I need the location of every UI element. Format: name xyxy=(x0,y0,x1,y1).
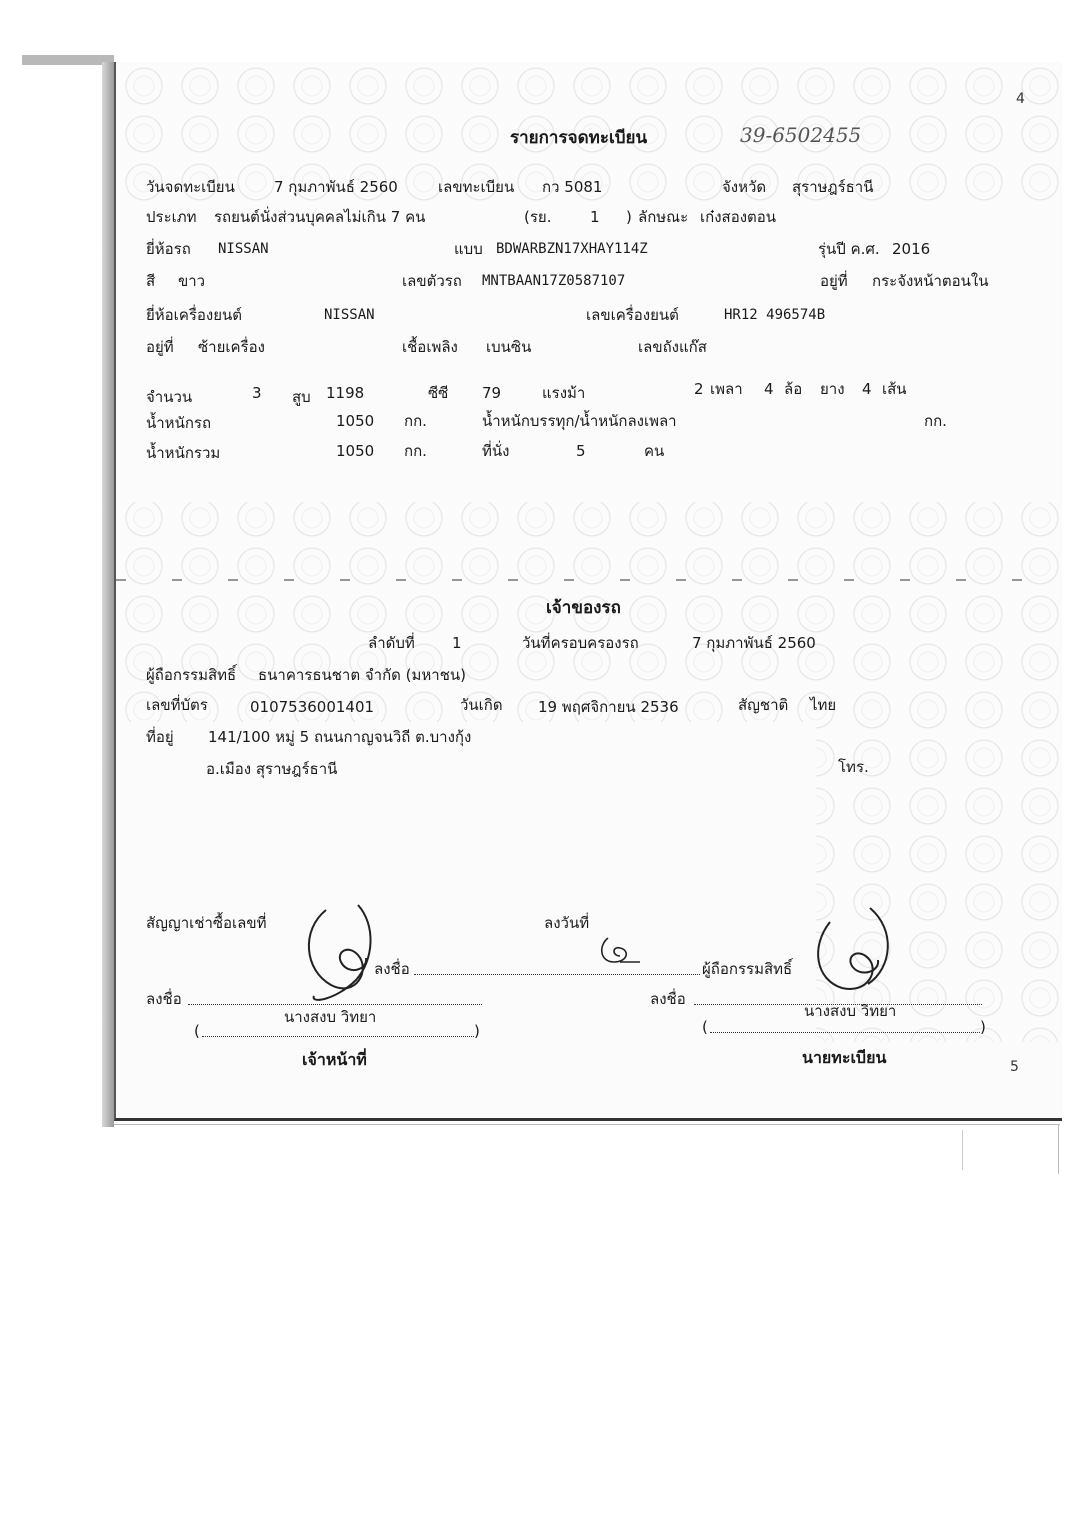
lower-sheet-right-edge xyxy=(1058,1124,1059,1174)
left-scan-edge xyxy=(102,62,114,1127)
sign-date-label: ลงวันที่ xyxy=(544,914,590,932)
chassis-label: เลขตัวรถ xyxy=(402,272,462,290)
sign-name-line xyxy=(414,974,700,975)
model-value: BDWARBZN17XHAY114Z xyxy=(496,241,648,257)
handwritten-number: 39-6502455 xyxy=(740,123,862,147)
engine-brand-label: ยี่ห้อเครื่องยนต์ xyxy=(146,306,243,324)
officer-paren-line xyxy=(202,1036,474,1037)
cylinders-label: จำนวน xyxy=(146,388,193,406)
address-line2: อ.เมือง สุราษฎร์ธานี xyxy=(206,760,338,778)
wheel-label: ล้อ xyxy=(784,380,803,398)
registration-title: รายการจดทะเบียน xyxy=(510,128,648,148)
registrar-title: นายทะเบียน xyxy=(802,1048,887,1067)
weight-unit: กก. xyxy=(404,412,427,430)
engine-brand-value: NISSAN xyxy=(324,307,375,323)
registration-document xyxy=(114,62,1062,1121)
reg-date-value: 7 กุมภาพันธ์ 2560 xyxy=(274,178,398,196)
color-value: ขาว xyxy=(178,272,206,290)
owner-title: เจ้าของรถ xyxy=(546,598,621,618)
type-value: รถยนต์นั่งส่วนบุคคลไม่เกิน 7 คน xyxy=(214,208,426,226)
cc-value: 1198 xyxy=(326,384,365,402)
brand-label: ยี่ห้อรถ xyxy=(146,240,191,258)
type-label: ประเภท xyxy=(146,208,197,226)
date-mark xyxy=(594,934,644,968)
reg-date-label: วันจดทะเบียน xyxy=(146,178,235,196)
registrar-name: นางสงบ วิทยา xyxy=(804,1002,897,1020)
ry-value: 1 xyxy=(590,208,600,226)
year-value: 2016 xyxy=(892,240,931,258)
axle-value: 2 xyxy=(694,380,704,398)
sign-name-label: ลงชื่อ xyxy=(374,960,410,978)
cc-label: ซีซี xyxy=(428,384,449,402)
style-value: เก๋งสองตอน xyxy=(700,208,777,226)
reg-no-label: เลขทะเบียน xyxy=(438,178,515,196)
total-weight-value: 1050 xyxy=(336,442,375,460)
engine-no-label: เลขเครื่องยนต์ xyxy=(586,306,679,324)
address-line1: 141/100 หมู่ 5 ถนนกาญจนวิถี ต.บางกุ้ง xyxy=(208,728,472,746)
total-weight-unit: กก. xyxy=(404,442,427,460)
holder-sign-label: ผู้ถือกรรมสิทธิ์ xyxy=(702,960,793,978)
tire-unit: เส้น xyxy=(882,380,907,398)
holder-label: ผู้ถือกรรมสิทธิ์ xyxy=(146,666,237,684)
birth-value: 19 พฤศจิกายน 2536 xyxy=(538,698,679,716)
engine-location-value: ซ้ายเครื่อง xyxy=(198,338,265,356)
officer-signature xyxy=(296,900,416,1010)
hp-value: 79 xyxy=(482,384,502,402)
ry-close: ) xyxy=(626,208,632,226)
nationality-label: สัญชาติ xyxy=(738,696,789,714)
wheel-value: 4 xyxy=(764,380,774,398)
officer-sign-label: ลงชื่อ xyxy=(146,990,182,1008)
address-label: ที่อยู่ xyxy=(146,728,174,746)
registrar-signature xyxy=(810,902,920,1002)
registrar-paren-line xyxy=(710,1032,980,1033)
possession-label: วันที่ครอบครองรถ xyxy=(522,634,639,652)
lower-sheet-mark xyxy=(962,1130,963,1170)
weight-label: น้ำหนักรถ xyxy=(146,414,212,432)
phone-label: โทร. xyxy=(838,758,869,776)
engine-no-value: HR12 496574B xyxy=(724,307,826,323)
seats-unit: คน xyxy=(644,442,665,460)
birth-label: วันเกิด xyxy=(460,696,503,714)
left-scan-shadow xyxy=(22,55,114,65)
brand-value: NISSAN xyxy=(218,241,269,257)
order-value: 1 xyxy=(452,634,462,652)
page-number-bottom: 5 xyxy=(1010,1059,1019,1075)
cylinders-unit: สูบ xyxy=(292,388,311,406)
color-label: สี xyxy=(146,272,156,290)
contract-label: สัญญาเช่าซื้อเลขที่ xyxy=(146,914,267,932)
tire-value: 4 xyxy=(862,380,872,398)
style-label: ลักษณะ xyxy=(638,208,689,226)
weight-value: 1050 xyxy=(336,412,375,430)
engine-location-label: อยู่ที่ xyxy=(146,338,174,356)
registrar-sign-label: ลงชื่อ xyxy=(650,990,686,1008)
hp-label: แรงม้า xyxy=(542,384,586,402)
province-label: จังหวัด xyxy=(722,178,767,196)
lower-sheet-edge xyxy=(114,1124,1060,1125)
page-number-top: 4 xyxy=(1016,91,1025,107)
fuel-label: เชื้อเพลิง xyxy=(402,338,458,356)
reg-no-value: กว 5081 xyxy=(542,178,603,196)
card-value: 0107536001401 xyxy=(250,698,375,716)
officer-name: นางสงบ วิทยา xyxy=(284,1008,377,1026)
order-label: ลำดับที่ xyxy=(368,634,415,652)
chassis-location-value: กระจังหน้าตอนใน xyxy=(872,272,989,290)
seats-value: 5 xyxy=(576,442,586,460)
year-label: รุ่นปี ค.ศ. xyxy=(818,240,880,258)
tire-label: ยาง xyxy=(820,380,845,398)
registrar-open-paren: ( xyxy=(702,1018,708,1036)
registrar-close-paren: ) xyxy=(980,1018,986,1036)
fuel-value: เบนซิน xyxy=(486,338,532,356)
nationality-value: ไทย xyxy=(810,696,837,714)
chassis-value: MNTBAAN17Z0587107 xyxy=(482,273,626,289)
card-label: เลขที่บัตร xyxy=(146,696,208,714)
officer-close-paren: ) xyxy=(474,1022,480,1040)
axle-label: เพลา xyxy=(710,380,743,398)
seats-label: ที่นั่ง xyxy=(482,442,510,460)
cylinders-value: 3 xyxy=(252,384,262,402)
possession-value: 7 กุมภาพันธ์ 2560 xyxy=(692,634,816,652)
officer-title: เจ้าหน้าที่ xyxy=(302,1050,367,1069)
chassis-location-label: อยู่ที่ xyxy=(820,272,848,290)
gas-tank-label: เลขถังแก๊ส xyxy=(638,338,707,356)
ry-label: (รย. xyxy=(524,208,552,226)
officer-open-paren: ( xyxy=(194,1022,200,1040)
total-weight-label: น้ำหนักรวม xyxy=(146,444,221,462)
load-label: น้ำหนักบรรทุก/น้ำหนักลงเพลา xyxy=(482,412,677,430)
model-label: แบบ xyxy=(454,240,483,258)
holder-value: ธนาคารธนชาต จำกัด (มหาชน) xyxy=(258,666,467,684)
load-unit: กก. xyxy=(924,412,947,430)
province-value: สุราษฎร์ธานี xyxy=(792,178,874,196)
